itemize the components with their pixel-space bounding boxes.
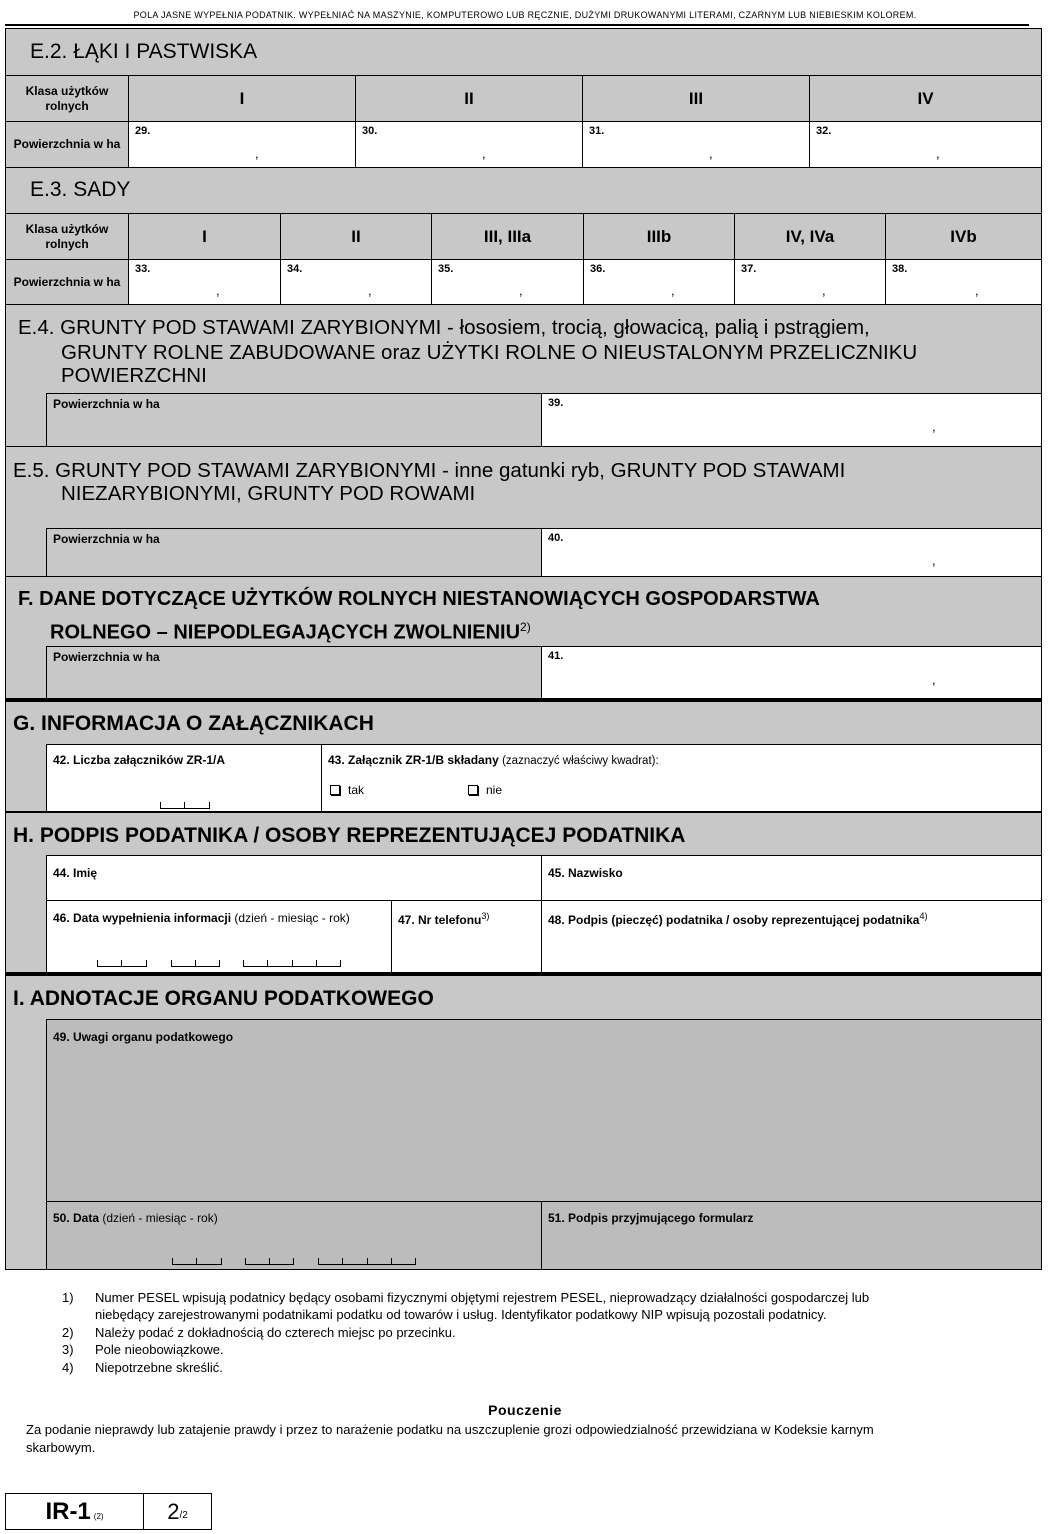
e2-class-II: II	[355, 75, 583, 122]
e3-field-33[interactable]: 33. ,	[128, 259, 281, 305]
footnote-2-text: Należy podać z dokładnością do czterech miejsc po przecinku.	[95, 1325, 456, 1340]
section-e4-title-l3: POWIERZCHNI	[61, 364, 207, 387]
pouczenie-text-l1: Za podanie nieprawdy lub zatajenie prawdy i przez to narażenie podatku na uszczuplenie grozi odpowiedzialność przewidziana w Kodeksie karnym	[26, 1422, 874, 1437]
h-field-46[interactable]: 46. Data wypełnienia informacji (dzień - miesiąc - rok)	[46, 900, 392, 973]
e3-class-II: II	[280, 213, 432, 260]
i-field-50: 50. Data (dzień - miesiąc - rok)	[46, 1201, 542, 1270]
g-field-42[interactable]: 42. Liczba załączników ZR-1/A	[46, 744, 322, 812]
footnote-1-text-l2: niebędący zarejestrowanymi podatnikami podatku od towarów i usług. Identyfikator podatkowy NIP wpisują pozostali podatnicy.	[95, 1307, 827, 1322]
top-instruction-note: POLA JASNE WYPEŁNIA PODATNIK. WYPEŁNIAĆ NA MASZYNIE, KOMPUTEROWO LUB RĘCZNIE, DUŻYMI DRUKOWANYMI LITERAMI, CZARNYM LUB NIEBIESKIM KOLOREM.	[133, 10, 917, 20]
section-f-title-l1: F. DANE DOTYCZĄCE UŻYTKÓW ROLNYCH NIESTANOWIĄCYCH GOSPODARSTWA	[18, 588, 820, 610]
e3-field-34[interactable]: 34. ,	[280, 259, 432, 305]
section-e5-title-l1: E.5. GRUNTY POD STAWAMI ZARYBIONYMI - inne gatunki ryb, GRUNTY POD STAWAMI	[13, 459, 846, 482]
section-h-title: H. PODPIS PODATNIKA / OSOBY REPREZENTUJĄCEJ PODATNIKA	[13, 824, 686, 847]
footnote-1-num: 1)	[62, 1290, 74, 1305]
e3-field-38[interactable]: 38. ,	[885, 259, 1042, 305]
h-field-45[interactable]: 45. Nazwisko	[541, 855, 1042, 901]
footnote-2-num: 2)	[62, 1325, 74, 1340]
i-field-49: 49. Uwagi organu podatkowego	[46, 1019, 1042, 1202]
checkbox-no[interactable]	[468, 785, 478, 795]
footnote-4-text: Niepotrzebne skreślić.	[95, 1360, 223, 1375]
e2-field-31[interactable]: 31. ,	[582, 121, 810, 168]
e2-field-32[interactable]: 32. ,	[809, 121, 1042, 168]
h-field-47[interactable]: 47. Nr telefonu$^{3)}$	[391, 900, 542, 973]
e3-class-IVb: IVb	[885, 213, 1042, 260]
page-number-box: 2 /2	[143, 1493, 212, 1530]
section-e2-title: E.2. ŁĄKI I PASTWISKA	[30, 40, 258, 63]
checkbox-yes[interactable]	[330, 785, 340, 795]
e3-field-35[interactable]: 35. ,	[431, 259, 584, 305]
section-e4-title-l1: E.4. GRUNTY POD STAWAMI ZARYBIONYMI - łososiem, trocią, głowacicą, palią i pstrągiem,	[18, 316, 870, 339]
e5-field-40[interactable]: 40. ,	[541, 528, 1042, 577]
e4-area-label: Powierzchnia w ha	[46, 393, 542, 447]
f-field-41[interactable]: 41. ,	[541, 646, 1042, 699]
top-rule	[5, 24, 1029, 26]
e2-class-IV: IV	[809, 75, 1042, 122]
section-e4-title-l2: GRUNTY ROLNE ZABUDOWANE oraz UŻYTKI ROLNE O NIEUSTALONYM PRZELICZNIKU	[61, 341, 918, 364]
e3-class-label: Klasa użytków rolnych	[5, 213, 129, 260]
footnote-3-text: Pole nieobowiązkowe.	[95, 1342, 224, 1357]
footnote-4-num: 4)	[62, 1360, 74, 1375]
e3-class-IIIb: IIIb	[583, 213, 735, 260]
e2-class-III: III	[582, 75, 810, 122]
pouczenie-text-l2: skarbowym.	[26, 1440, 96, 1455]
e5-area-label: Powierzchnia w ha	[46, 528, 542, 577]
footnote-3-num: 3)	[62, 1342, 74, 1357]
h-field-48[interactable]: 48. Podpis (pieczęć) podatnika / osoby reprezentującej podatnika$^{4)}$	[541, 900, 1042, 973]
g-42-digit-boxes	[160, 801, 210, 809]
section-e3-title: E.3. SADY	[30, 178, 131, 201]
e2-field-30[interactable]: 30. ,	[355, 121, 583, 168]
e3-field-37[interactable]: 37. ,	[734, 259, 886, 305]
e3-area-label: Powierzchnia w ha	[5, 259, 129, 305]
section-e5-title-l2: NIEZARYBIONYMI, GRUNTY POD ROWAMI	[61, 482, 476, 505]
pouczenie-title: Pouczenie	[488, 1402, 562, 1418]
e2-class-I: I	[128, 75, 356, 122]
section-i-title: I. ADNOTACJE ORGANU PODATKOWEGO	[13, 987, 434, 1010]
e2-area-label: Powierzchnia w ha	[5, 121, 129, 168]
i-field-51: 51. Podpis przyjmującego formularz	[541, 1201, 1042, 1270]
g-43-option-yes[interactable]: tak	[330, 783, 364, 797]
e4-field-39[interactable]: 39. ,	[541, 393, 1042, 447]
e3-class-I: I	[128, 213, 281, 260]
e3-class-III-IIIa: III, IIIa	[431, 213, 584, 260]
section-g-title: G. INFORMACJA O ZAŁĄCZNIKACH	[13, 712, 374, 735]
e2-class-label: Klasa użytków rolnych	[5, 75, 129, 122]
form-code-box: IR-1 (2)	[5, 1493, 144, 1530]
e3-field-36[interactable]: 36. ,	[583, 259, 735, 305]
g-43-option-no[interactable]: nie	[468, 783, 502, 797]
e3-class-IV-IVa: IV, IVa	[734, 213, 886, 260]
e2-field-29[interactable]: 29. ,	[128, 121, 356, 168]
g-field-43[interactable]: 43. Załącznik ZR-1/B składany (zaznaczyć właściwy kwadrat): tak nie	[321, 744, 1042, 812]
footnote-1-text: Numer PESEL wpisują podatnicy będący osobami fizycznymi objętymi rejestrem PESEL, nieprowadzący działalności gospodarczej lub	[95, 1290, 870, 1305]
h-field-44[interactable]: 44. Imię	[46, 855, 542, 901]
section-f-title-l2: ROLNEGO – NIEPODLEGAJĄCYCH ZWOLNIENIU$^{2)}$	[50, 620, 531, 644]
f-area-label: Powierzchnia w ha	[46, 646, 542, 699]
